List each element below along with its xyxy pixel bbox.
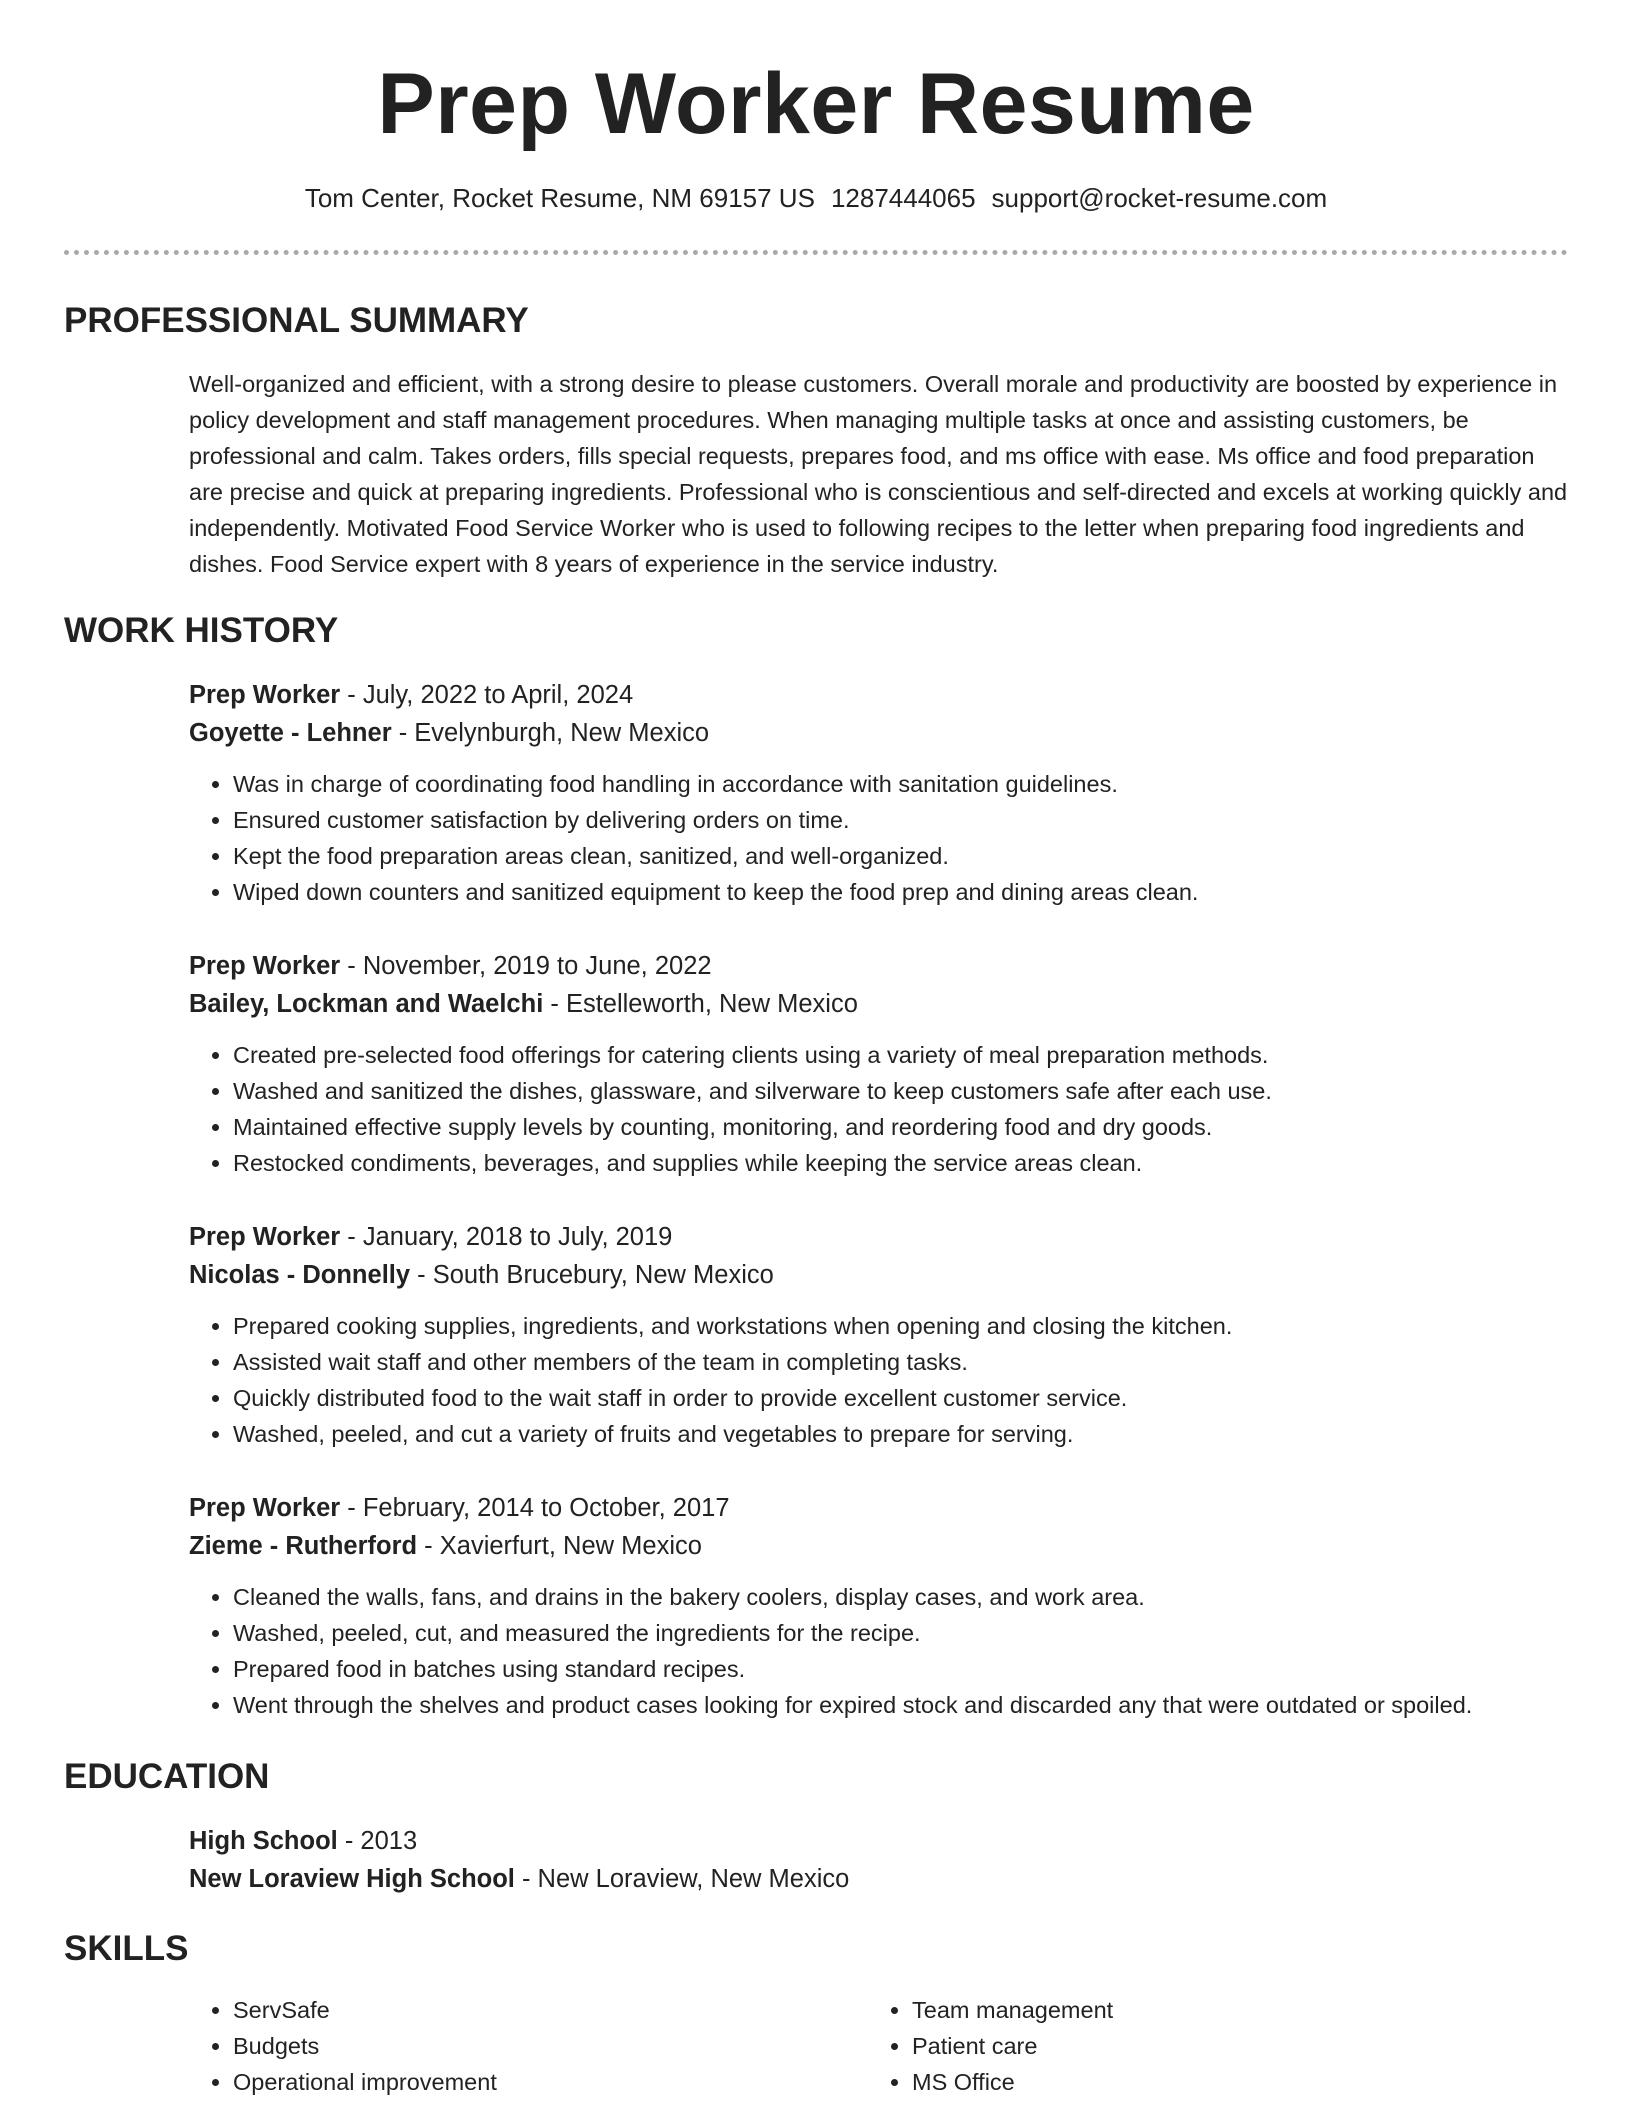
skill-item: • ServSafe bbox=[233, 1992, 497, 2028]
duty-item: • Created pre-selected food offerings for catering clients using a variety of meal preparation methods. bbox=[233, 1037, 1569, 1073]
job-company-line bbox=[189, 1256, 1569, 1294]
education-heading: EDUCATION bbox=[64, 1757, 270, 1796]
duty-item: • Ensured customer satisfaction by delivering orders on time. bbox=[233, 802, 1569, 838]
skill-item: • Budgets bbox=[233, 2028, 497, 2064]
job-duties bbox=[189, 1308, 1569, 1452]
job-title-line bbox=[189, 947, 1569, 985]
job-title: Prep Worker bbox=[189, 681, 341, 709]
job-dates: - July, 2022 to April, 2024 bbox=[340, 681, 634, 709]
job-dates: - November, 2019 to June, 2022 bbox=[340, 952, 712, 980]
skills-list-left bbox=[189, 1992, 497, 2100]
contact-address: Tom Center, Rocket Resume, NM 69157 US bbox=[304, 183, 815, 213]
education-school-line bbox=[189, 1860, 1569, 1898]
skill-item: • Operational improvement bbox=[233, 2064, 497, 2100]
duty-item: • Prepared food in batches using standard recipes. bbox=[233, 1651, 1569, 1687]
job-company: Goyette - Lehner bbox=[189, 719, 392, 747]
job-title: Prep Worker bbox=[189, 1223, 341, 1251]
summary-text: Well-organized and efficient, with a strong desire to please customers. Overall morale and productivity are boosted by experience in policy development and staff management procedures. When managing multiple tasks at once and assisting customers, be professional and calm. Takes orders, fills special requests, prepares food, and ms office with ease. Ms office and food preparation are precise and quick at preparing ingredients. Professional who is conscientious and self-directed and excels at working quickly and independently. Motivated Food Service Worker who is used to following recipes to the letter when preparing food ingredients and dishes. Food Service expert with 8 years of experience in the service industry. bbox=[189, 371, 1568, 577]
job-entry bbox=[189, 1218, 1569, 1452]
education-year: - 2013 bbox=[337, 1827, 418, 1855]
duty-item: • Maintained effective supply levels by counting, monitoring, and reordering food and dry goods. bbox=[233, 1109, 1569, 1145]
contact-phone: 1287444065 bbox=[830, 183, 976, 213]
job-duties bbox=[189, 766, 1569, 910]
job-dates: - January, 2018 to July, 2019 bbox=[340, 1223, 673, 1251]
job-title: Prep Worker bbox=[189, 1494, 341, 1522]
job-duties bbox=[189, 1037, 1569, 1181]
education-degree: High School bbox=[189, 1827, 338, 1855]
duty-item: • Kept the food preparation areas clean, sanitized, and well-organized. bbox=[233, 838, 1569, 874]
skill-item: • Patient care bbox=[912, 2028, 1113, 2064]
job-location: - Xavierfurt, New Mexico bbox=[417, 1532, 702, 1560]
job-company-line bbox=[189, 1527, 1569, 1565]
education-location: - New Loraview, New Mexico bbox=[514, 1865, 850, 1893]
duty-item: • Washed, peeled, and cut a variety of fruits and vegetables to prepare for serving. bbox=[233, 1416, 1569, 1452]
job-company: Nicolas - Donnelly bbox=[189, 1261, 411, 1289]
contact-email: support@rocket-resume.com bbox=[991, 183, 1328, 213]
job-location: - Evelynburgh, New Mexico bbox=[391, 719, 710, 747]
contact-info bbox=[0, 182, 1632, 214]
skills-list-right bbox=[868, 1992, 1113, 2100]
job-duties bbox=[189, 1579, 1569, 1723]
duty-item: • Quickly distributed food to the wait staff in order to provide excellent customer service. bbox=[233, 1380, 1569, 1416]
skill-item: • Team management bbox=[912, 1992, 1113, 2028]
duty-item: • Assisted wait staff and other members of the team in completing tasks. bbox=[233, 1344, 1569, 1380]
duty-item: • Went through the shelves and product cases looking for expired stock and discarded any that were outdated or spoiled. bbox=[233, 1687, 1569, 1723]
duty-item: • Prepared cooking supplies, ingredients, and workstations when opening and closing the kitchen. bbox=[233, 1308, 1569, 1344]
job-title-line bbox=[189, 1489, 1569, 1527]
job-title-line bbox=[189, 1218, 1569, 1256]
job-dates: - February, 2014 to October, 2017 bbox=[340, 1494, 730, 1522]
job-location: - Estelleworth, New Mexico bbox=[543, 990, 858, 1018]
work-history-heading: WORK HISTORY bbox=[64, 611, 339, 650]
education-school: New Loraview High School bbox=[189, 1865, 515, 1893]
summary-heading: PROFESSIONAL SUMMARY bbox=[64, 301, 529, 340]
job-company: Bailey, Lockman and Waelchi bbox=[189, 990, 544, 1018]
duty-item: • Washed and sanitized the dishes, glassware, and silverware to keep customers safe after each use. bbox=[233, 1073, 1569, 1109]
job-entry bbox=[189, 947, 1569, 1181]
education-degree-line bbox=[189, 1822, 1569, 1860]
job-title: Prep Worker bbox=[189, 952, 341, 980]
job-title-line bbox=[189, 676, 1569, 714]
duty-item: • Wiped down counters and sanitized equipment to keep the food prep and dining areas clean. bbox=[233, 874, 1569, 910]
page-title: Prep Worker Resume bbox=[377, 56, 1255, 152]
education-entry bbox=[189, 1822, 1569, 1898]
skill-item: • MS Office bbox=[912, 2064, 1113, 2100]
duty-item: • Cleaned the walls, fans, and drains in the bakery coolers, display cases, and work area. bbox=[233, 1579, 1569, 1615]
duty-item: • Was in charge of coordinating food handling in accordance with sanitation guidelines. bbox=[233, 766, 1569, 802]
job-company-line bbox=[189, 714, 1569, 752]
job-company: Zieme - Rutherford bbox=[189, 1532, 418, 1560]
skills-heading: SKILLS bbox=[64, 1929, 189, 1968]
duty-item: • Washed, peeled, cut, and measured the ingredients for the recipe. bbox=[233, 1615, 1569, 1651]
job-entry bbox=[189, 676, 1569, 910]
header-divider bbox=[64, 250, 1568, 255]
job-location: - South Brucebury, New Mexico bbox=[410, 1261, 774, 1289]
duty-item: • Restocked condiments, beverages, and supplies while keeping the service areas clean. bbox=[233, 1145, 1569, 1181]
job-entry bbox=[189, 1489, 1569, 1723]
job-company-line bbox=[189, 985, 1569, 1023]
